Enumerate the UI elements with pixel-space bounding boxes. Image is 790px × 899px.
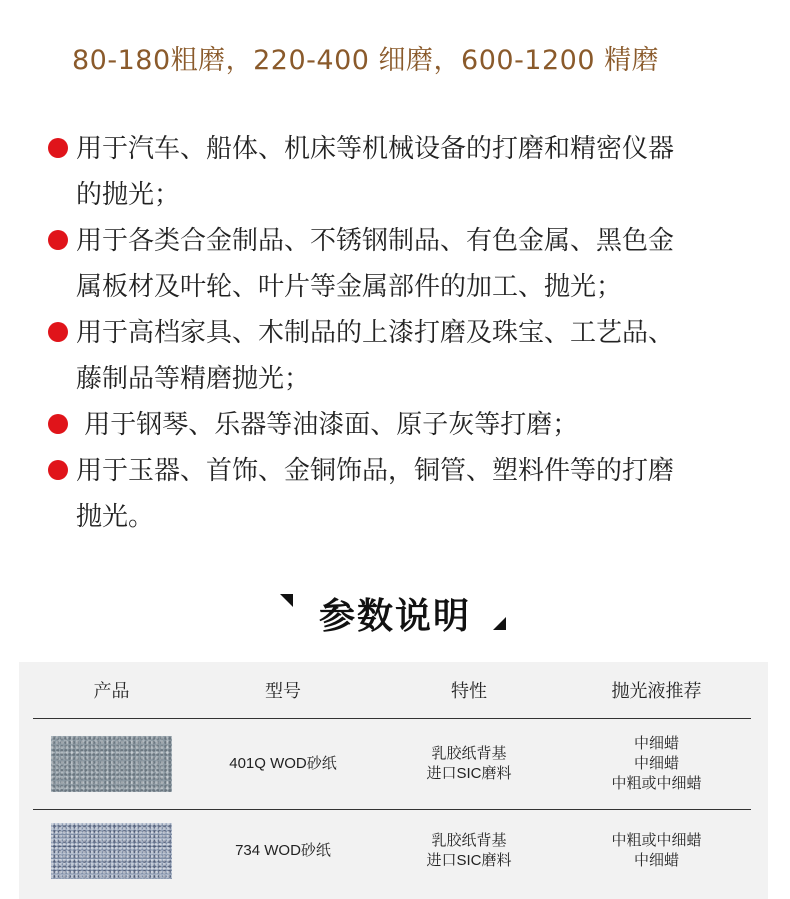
table-header-row xyxy=(33,662,751,719)
usage-line: 用于汽车、船体、机床等机械设备的打磨和精密仪器 xyxy=(76,134,675,164)
sandpaper-734-image xyxy=(51,823,172,879)
bullet-dot-icon xyxy=(48,460,68,480)
list-item xyxy=(48,448,748,540)
model-cell: 401Q WOD砂纸 xyxy=(190,719,376,810)
polish-line: 中粗或中细蜡 xyxy=(611,832,702,849)
usage-line: 用于钢琴、乐器等油漆面、原子灰等打磨； xyxy=(76,410,579,440)
polish-line: 中细蜡 xyxy=(633,735,679,752)
feature-line: 乳胶纸背基 xyxy=(431,832,507,849)
polish-line: 中细蜡 xyxy=(633,755,679,772)
usage-line: 用于各类合金制品、不锈钢制品、有色金属、黑色金 xyxy=(76,226,675,256)
bullet-dot-icon xyxy=(48,414,68,434)
features-cell xyxy=(376,810,562,893)
product-cell xyxy=(33,810,190,893)
list-item xyxy=(48,310,748,402)
feature-line: 进口SIC磨料 xyxy=(426,852,512,869)
usage-line: 的抛光； xyxy=(76,180,181,210)
corner-bracket-right-icon xyxy=(493,617,506,630)
polish-line: 中细蜡 xyxy=(633,852,679,869)
bullet-dot-icon xyxy=(48,322,68,342)
column-header: 特性 xyxy=(376,662,562,719)
section-title: 参数说明 xyxy=(318,596,471,637)
list-item xyxy=(48,126,748,218)
polish-cell xyxy=(562,719,751,810)
usage-list xyxy=(48,126,748,540)
column-header: 产品 xyxy=(33,662,190,719)
usage-line: 用于高档家具、木制品的上漆打磨及珠宝、工艺品、 xyxy=(76,318,675,348)
spec-table xyxy=(33,662,751,892)
feature-line: 进口SIC磨料 xyxy=(426,765,512,782)
polish-line: 中粗或中细蜡 xyxy=(611,775,702,792)
spec-table-container xyxy=(19,662,768,899)
list-item xyxy=(48,402,748,448)
bullet-dot-icon xyxy=(48,230,68,250)
feature-line: 乳胶纸背基 xyxy=(431,745,507,762)
polish-cell xyxy=(562,810,751,893)
sandpaper-401q-image xyxy=(51,736,172,792)
table-row xyxy=(33,719,751,810)
usage-line: 属板材及叶轮、叶片等金属部件的加工、抛光； xyxy=(76,272,623,302)
usage-line: 抛光。 xyxy=(76,502,155,532)
usage-line: 藤制品等精磨抛光； xyxy=(76,364,311,394)
table-row xyxy=(33,810,751,893)
bullet-dot-icon xyxy=(48,138,68,158)
list-item xyxy=(48,218,748,310)
column-header: 抛光液推荐 xyxy=(562,662,751,719)
usage-line: 用于玉器、首饰、金铜饰品，铜管、塑料件等的打磨 xyxy=(76,456,675,486)
features-cell xyxy=(376,719,562,810)
product-cell xyxy=(33,719,190,810)
grit-note: 80-180粗磨，220-400 细磨，600-1200 精磨 xyxy=(72,45,660,76)
column-header: 型号 xyxy=(190,662,376,719)
model-cell: 734 WOD砂纸 xyxy=(235,842,331,859)
